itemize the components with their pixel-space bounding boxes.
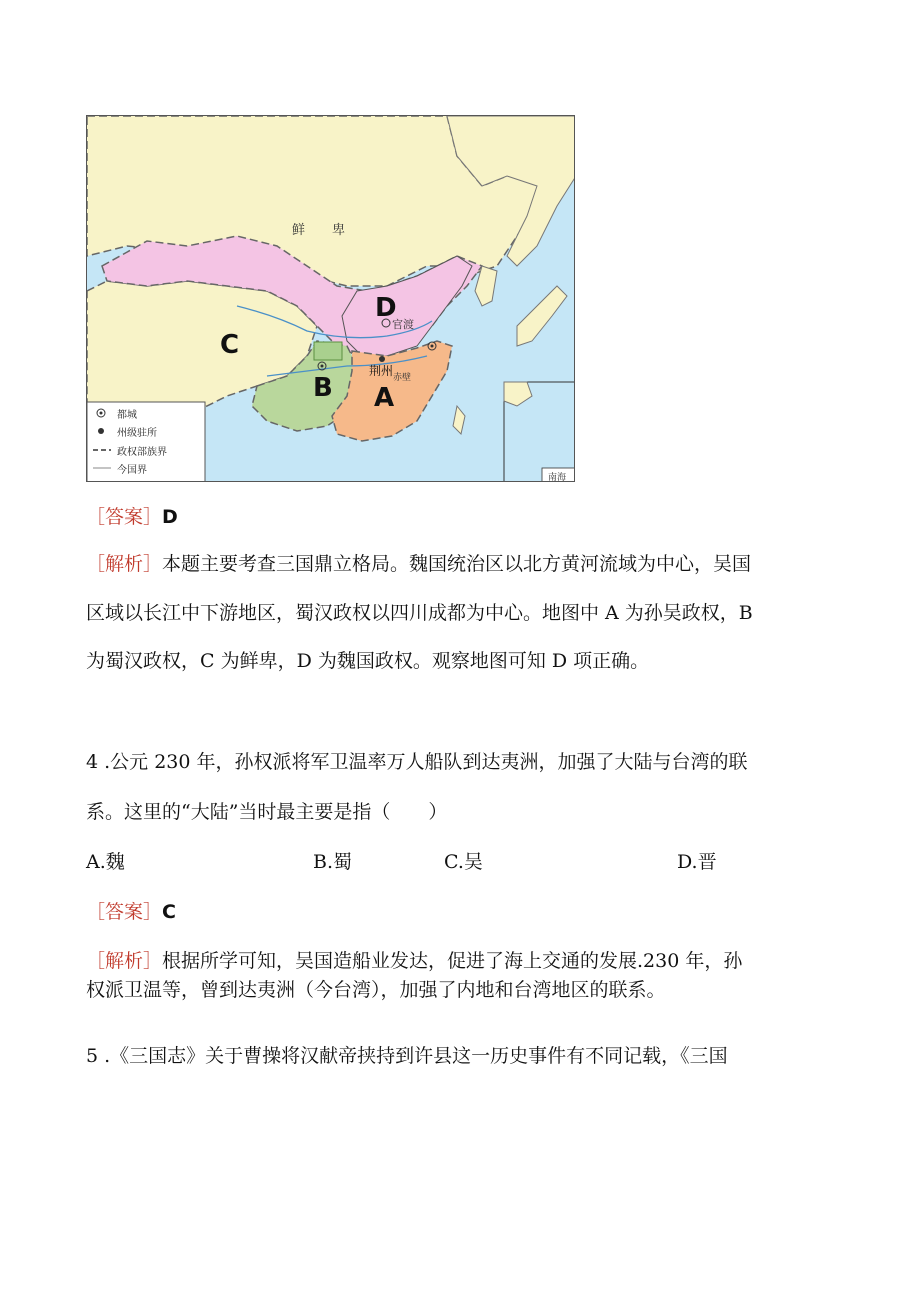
analysis-tag: ［解析］ [86,950,163,972]
legend-capital: 都城 [117,410,137,421]
label-guandu: 官渡 [392,318,414,331]
answer-tag: ［答案］ [86,901,163,923]
label-b: B [313,373,333,403]
q4-stem-line1: 4 .公元 230 年，孙权派将军卫温率万人船队到达夷洲，加强了大陆与台湾的联 [86,751,748,773]
three-kingdoms-map [86,115,575,482]
label-d: D [375,293,397,323]
analysis-text: 根据所学可知，吴国造船业发达，促进了海上交通的发展.230 年，孙 [162,950,743,972]
legend-prefecture: 州级驻所 [117,428,157,439]
q4-option-a[interactable]: A.魏 [86,851,125,873]
q3-answer-line [86,504,178,530]
q3-analysis-line2: 区域以长江中下游地区，蜀汉政权以四川成都为中心。地图中 A 为孙吴政权，B [86,602,753,624]
analysis-text: 本题主要考查三国鼎立格局。魏国统治区以北方黄河流域为中心，吴国 [162,553,752,575]
q3-analysis-line1 [86,551,751,577]
q4-option-d[interactable]: D.晋 [677,851,717,873]
label-chibi: 赤壁 [393,373,412,383]
label-xianbei-2: 卑 [332,223,346,238]
q4-stem-line2: 系。这里的“大陆”当时最主要是指（ ） [86,801,448,823]
answer-value: D [162,506,178,528]
label-c: C [220,330,240,360]
label-nanhai: 南海 [548,473,567,482]
q3-analysis-line3: 为蜀汉政权，C 为鲜卑，D 为魏国政权。观察地图可知 D 项正确。 [86,650,650,672]
legend-boundary: 政权部族界 [117,447,167,458]
map-graphic [87,116,575,482]
label-jingzhou: 荆州 [369,364,394,378]
q4-option-c[interactable]: C.吴 [444,851,483,873]
legend-modern-boundary: 今国界 [117,465,147,476]
q4-analysis-line2: 权派卫温等，曾到达夷洲（今台湾），加强了内地和台湾地区的联系。 [86,979,666,1001]
label-a: A [374,383,395,413]
answer-value: C [162,901,176,923]
q4-answer-line [86,899,176,925]
answer-tag: ［答案］ [86,506,163,528]
q5-stem-line1: 5 .《三国志》关于曹操将汉献帝挟持到许县这一历史事件有不同记载，《三国 [86,1045,728,1067]
q4-analysis-line1 [86,948,742,974]
label-xianbei-1: 鲜 [292,223,306,238]
q4-option-b[interactable]: B.蜀 [313,851,353,873]
analysis-tag: ［解析］ [86,553,163,575]
